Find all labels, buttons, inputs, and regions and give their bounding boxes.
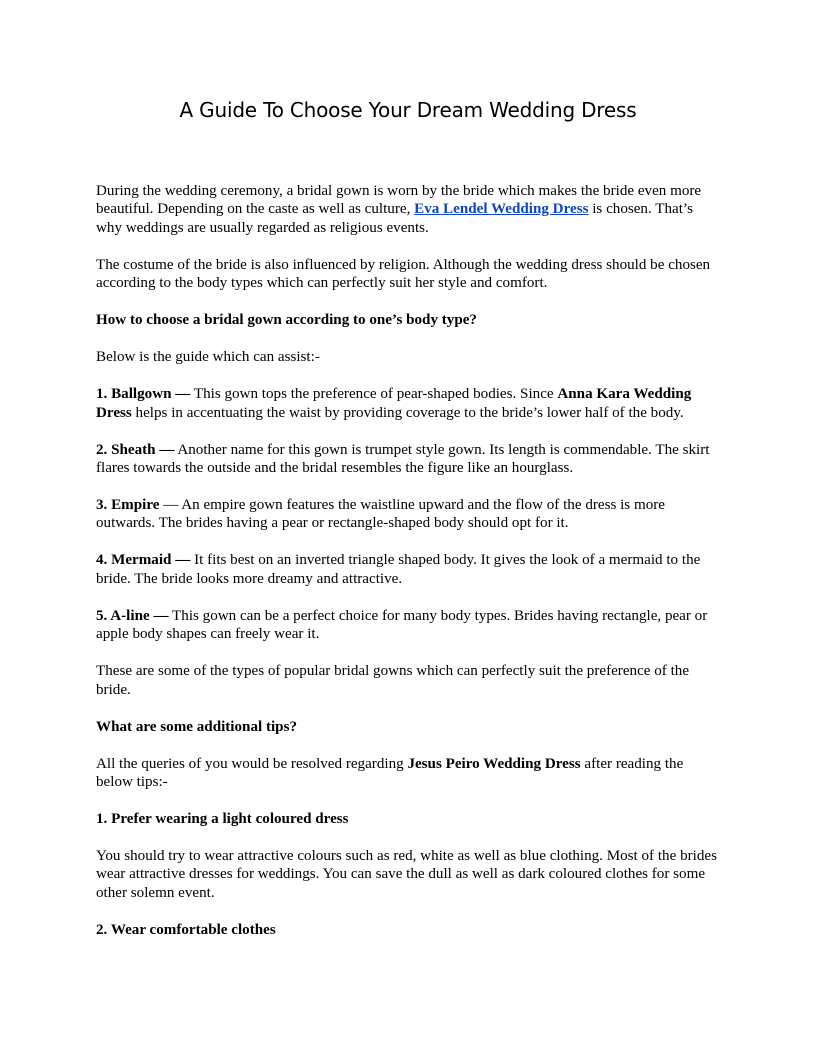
list-item-empire bbox=[96, 496, 720, 533]
sheath-label: 2. Sheath — bbox=[96, 441, 175, 458]
intro-text-after-link: is chosen. That’s why weddings are usually regarded as religious events. bbox=[96, 201, 693, 236]
document-title: A Guide To Choose Your Dream Wedding Dress bbox=[179, 98, 637, 122]
ballgown-text-b: helps in accentuating the waist by providing coverage to the bride’s lower half of the body. bbox=[131, 404, 684, 421]
document-body bbox=[96, 182, 720, 958]
ballgown-text-a: This gown tops the preference of pear-shaped bodies. Since bbox=[190, 386, 558, 403]
queries-text-before: All the queries of you would be resolved regarding bbox=[96, 755, 408, 772]
list-item-sheath bbox=[96, 441, 720, 478]
list-item-a-line bbox=[96, 607, 720, 644]
paragraph-religion: The costume of the bride is also influenced by religion. Although the wedding dress should be chosen according to the body types which can perfectly suit her style and comfort. bbox=[96, 256, 711, 292]
paragraph-queries bbox=[96, 755, 720, 792]
a-line-label: 5. A-line — bbox=[96, 607, 169, 624]
a-line-text: This gown can be a perfect choice for many body types. Brides having rectangle, pear or apple body shapes can freely wear it. bbox=[96, 607, 708, 643]
mermaid-text: It fits best on an inverted triangle shaped body. It gives the look of a mermaid to the bride. The bride looks more dreamy and attractive. bbox=[96, 552, 701, 587]
sheath-text: Another name for this gown is trumpet style gown. Its length is commendable. The skirt flares towards the outside and the bridal resembles the figure like an hourglass. bbox=[96, 441, 710, 477]
list-item-mermaid bbox=[96, 551, 720, 588]
section-heading-body-type bbox=[96, 311, 720, 329]
intro-paragraph bbox=[96, 182, 720, 237]
anna-kara-bold: Anna Kara Wedding Dress bbox=[96, 386, 692, 421]
jesus-peiro-bold: Jesus Peiro Wedding Dress bbox=[407, 755, 581, 772]
tip2-heading-text: 2. Wear comfortable clothes bbox=[96, 921, 276, 938]
mermaid-label: 4. Mermaid — bbox=[96, 552, 191, 569]
paragraph-guide-intro: Below is the guide which can assist:- bbox=[96, 349, 320, 366]
section-heading-additional-tips bbox=[96, 718, 720, 736]
tip1-heading bbox=[96, 810, 720, 828]
heading-body-type-text: How to choose a bridal gown according to one’s body type? bbox=[96, 312, 477, 329]
paragraph-popular-gowns: These are some of the types of popular bridal gowns which can perfectly suit the preference of the bride. bbox=[96, 663, 690, 698]
tip2-heading bbox=[96, 921, 720, 939]
tip1-paragraph: You should try to wear attractive colours such as red, white as well as blue clothing. Most of the brides wear attractive dresses for weddings. You can save the dull as well as dark coloured clothes for some other solemn event. bbox=[96, 848, 717, 901]
empire-label: 3. Empire bbox=[96, 497, 160, 514]
ballgown-label: 1. Ballgown — bbox=[96, 386, 191, 403]
heading-additional-tips-text: What are some additional tips? bbox=[96, 718, 297, 735]
list-item-ballgown bbox=[96, 385, 720, 422]
queries-text-after: after reading the below tips:- bbox=[96, 755, 684, 791]
intro-text-before-link: During the wedding ceremony, a bridal gown is worn by the bride which makes the bride even more beautiful. Depending on the caste as well as culture, bbox=[96, 183, 702, 218]
eva-lendel-link[interactable]: Eva Lendel Wedding Dress bbox=[414, 201, 589, 218]
empire-text: — An empire gown features the waistline upward and the flow of the dress is more outwards. The brides having a pear or rectangle-shaped body should opt for it. bbox=[96, 497, 665, 532]
tip1-heading-text: 1. Prefer wearing a light coloured dress bbox=[96, 811, 349, 828]
